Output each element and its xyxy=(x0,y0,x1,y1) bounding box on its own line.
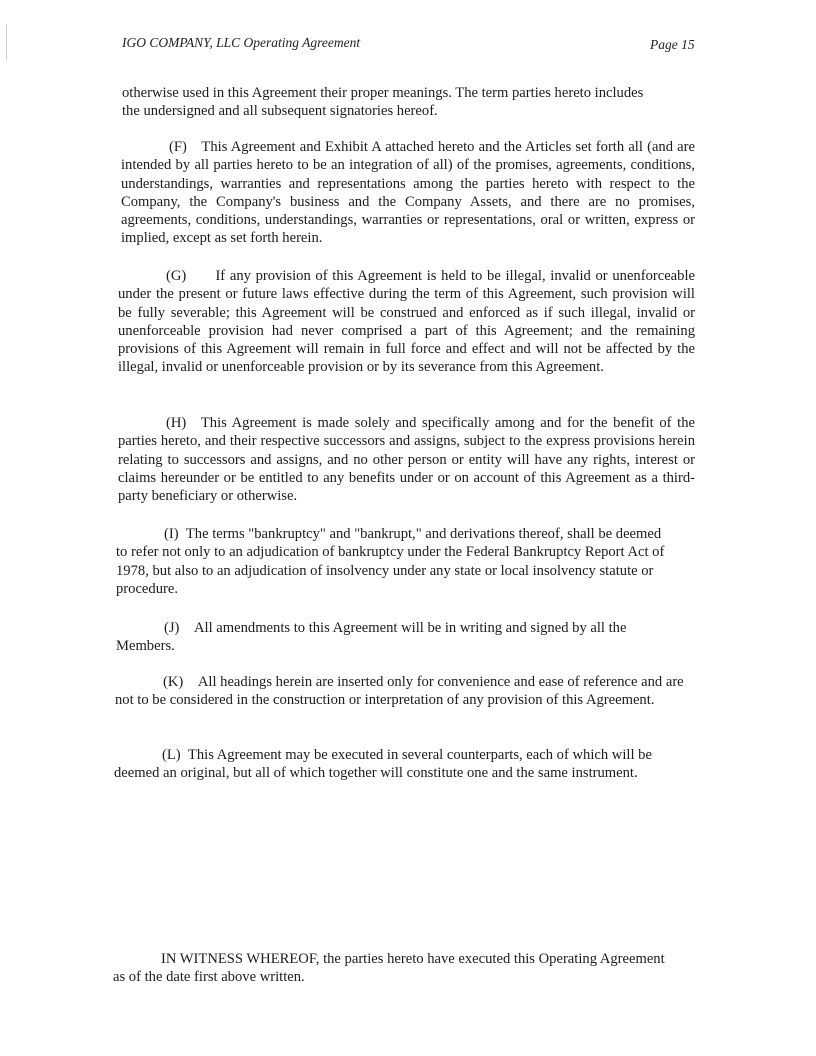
header-title: IGO COMPANY, LLC Operating Agreement xyxy=(122,35,361,50)
paragraph-i: (I) The terms "bankruptcy" and "bankrupt," and derivations thereof, shall be deemed to refer not only to an adjudication of bankruptcy under the Federal Bankruptcy Report Act of 1978, but also to an adjudication of insolvency under any state or local insolvency statute or procedure. xyxy=(116,526,665,597)
paragraph-l: (L) This Agreement may be executed in several counterparts, each of which will be deemed an original, but all of which together will constitute one and the same instrument. xyxy=(114,747,652,782)
scan-margin-mark xyxy=(6,24,7,60)
paragraph-j: (J) All amendments to this Agreement will be in writing and signed by all the Members. xyxy=(116,620,627,655)
paragraph-h: (H) This Agreement is made solely and specifically among and for the benefit of the parties hereto, and their respective successors and assigns, subject to the express provisions herein relating to successors and assigns, and no other person or entity will have any rights, interest or claims hereunder or be entitled to any benefits under or on account of this Agreement as a third-party beneficiary or otherwise. xyxy=(118,415,695,505)
header-page-number: Page 15 xyxy=(650,37,695,52)
paragraph-intro: otherwise used in this Agreement their proper meanings. The term parties hereto includes the undersigned and all subsequent signatories hereof. xyxy=(122,85,644,120)
paragraph-g: (G) If any provision of this Agreement is held to be illegal, invalid or unenforceable under the present or future laws effective during the term of this Agreement, such provision will be fully severable; this Agreement will be construed and enforced as if such illegal, invalid or unenforceable provision had never comprised a part of this Agreement; and the remaining provisions of this Agreement will remain in full force and effect and will not be affected by the illegal, invalid or unenforceable provision or by its severance from this Agreement. xyxy=(118,268,695,376)
paragraph-in-witness: IN WITNESS WHEREOF, the parties hereto have executed this Operating Agreement as of the date first above written. xyxy=(113,951,665,986)
paragraph-f: (F) This Agreement and Exhibit A attached hereto and the Articles set forth all (and are intended by all parties hereto to be an integration of all) of the promises, agreements, conditions, understandings, warranties and representations among the parties hereto with respect to the Company, the Company's business and the Company Assets, and there are no promises, agreements, conditions, understandings, warranties or representations, oral or written, express or implied, except as set forth herein. xyxy=(121,139,695,247)
paragraph-k: (K) All headings herein are inserted only for convenience and ease of reference and are not to be considered in the construction or interpretation of any provision of this Agreement. xyxy=(115,674,684,709)
